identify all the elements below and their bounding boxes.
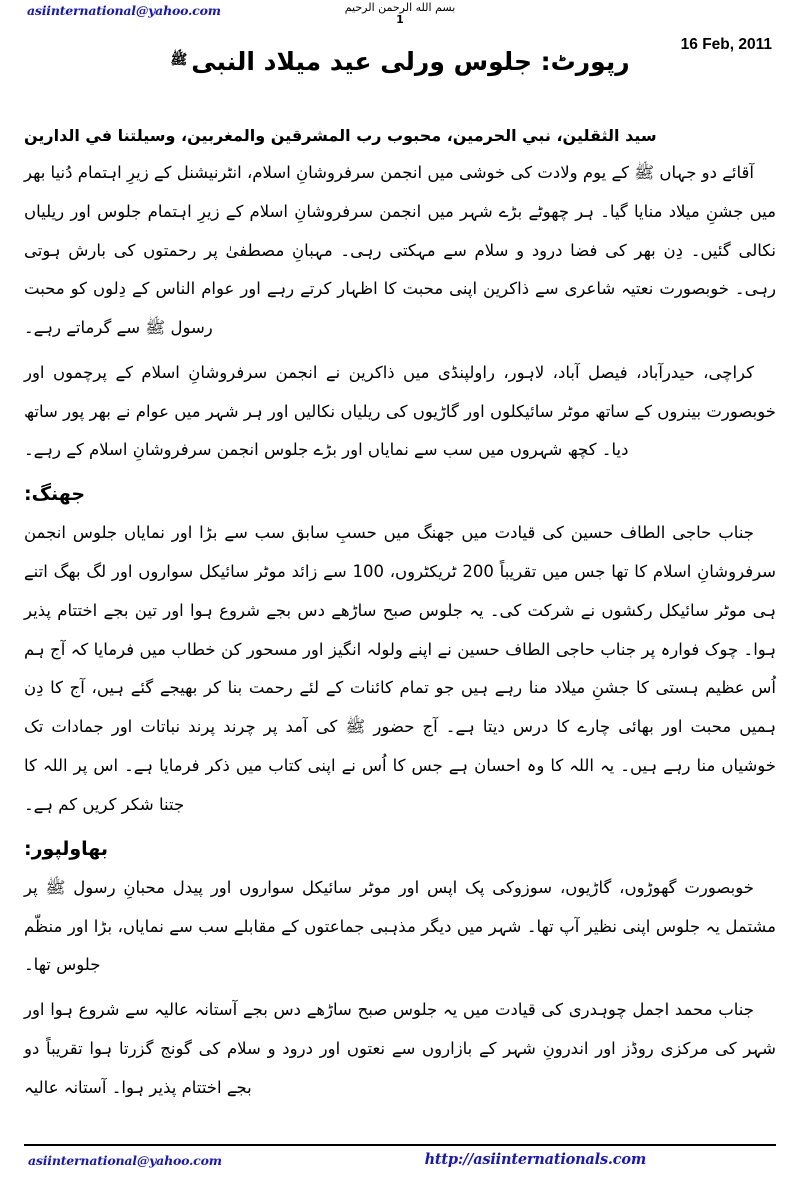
page-title <box>0 46 800 77</box>
page-header <box>0 0 800 112</box>
document-date: 16 Feb, 2011 <box>680 36 772 53</box>
cities-paragraph: کراچی، حیدرآباد، فیصل آباد، لاہور، راولپنڈی میں ذاکرین نے انجمن سرفروشانِ اسلام کے پرچموں اور خوبصورت بینروں کے ساتھ موٹر سائیکلوں اور گاڑیوں کی ریلیاں نکالیں اور ہر شہر میں عوام نے بھر پور ساتھ دیا۔ کچھ شہروں میں سب سے نمایاں اور بڑے جلوس انجمن سرفروشانِ اسلام کے رہے۔ <box>24 362 776 460</box>
arabic-invocation-paragraph: سيد الثقلين، نبي الحرمين، محبوب رب المشرقين والمغربين، وسيلتنا في الدارين <box>24 126 657 145</box>
jhang-paragraph: جناب حاجی الطاف حسین کی قیادت میں جھنگ میں حسبِ سابق سب سے بڑا اور نمایاں جلوس انجمن سرفروشانِ اسلام کا تھا جس میں تقریباً 200 ٹریکٹروں، 100 سے زائد موٹر سائیکل سواروں اور لگ بھگ اتنے ہی موٹر سائیکل رکشوں نے شرکت کی۔ یہ جلوس صبح ساڑھے دس بجے شروع ہوا اور تین بجے اختتام پذیر ہوا۔ چوک فوارہ پر جناب حاجی الطاف حسین نے اپنے ولولہ انگیز اور مسحور کن خطاب میں فرمایا کہ آج ہم اُس عظیم ہستی کا جشنِ میلاد منا رہے ہیں جو تمام کائنات کے لئے رحمت بنا کر بھیجے گئے ہیں، آج کا دِن ہمیں محبت اور بھائی چارے کا درس دیتا ہے۔ آج حضور ﷺ کی آمد پر چرند پرند نباتات اور جمادات تک خوشیاں منا رہے ہیں۔ یہ اللہ کا وہ احسان ہے جس کا اُس نے اپنی کتاب میں ذکر فرمایا ہے۔ اس پر اللہ کا جتنا شکر کریں کم ہے۔ <box>24 523 777 814</box>
intro-paragraph: آقائے دو جہاں ﷺ کے یوم ولادت کی خوشی میں انجمن سرفروشانِ اسلام، انٹرنیشنل کے زیرِ اہتمام دُنیا بھر میں جشنِ میلاد منایا گیا۔ ہر چھوٹے بڑے شہر میں انجمن سرفروشانِ اسلام کے زیرِ اہتمام جلوس اور ریلیاں نکالی گئیں۔ دِن بھر کی فضا درود و سلام سے مہکتی رہی۔ مہبانِ مصطفیٰ پر رحمتوں کی بارش ہوتی رہی۔ خوبصورت نعتیہ شاعری سے ذاکرین اپنی محبت کا اظہار کرتے رہے اور عوام الناس کے دِلوں کو محبت رسول ﷺ سے گرماتے رہے۔ <box>24 163 776 338</box>
section-heading-bahawalpur: بھاولپور: <box>24 837 108 860</box>
footer-website-link[interactable]: http://asiinternationals.com <box>424 1151 646 1168</box>
footer-email-link[interactable]: asiinternational@yahoo.com <box>28 1153 222 1168</box>
page-number: 1 <box>396 13 404 26</box>
page-footer <box>24 1144 776 1178</box>
bahawalpur-paragraph-2: جناب محمد اجمل چوہدری کی قیادت میں یہ جلوس صبح ساڑھے دس بجے آستانہ عالیہ سے شروع ہوا اور شہر کی مرکزی روڈز اور اندرونِ شہر کے بازاروں سے نعتوں اور درود و سلام کی گونج گزرتا ہوا تقریباً دو بجے اختتام پذیر ہوا۔ آستانہ عالیہ <box>24 1000 776 1097</box>
salawat-honorific-icon: ﷺ <box>170 52 188 68</box>
bahawalpur-paragraph-1: خوبصورت گھوڑوں، گاڑیوں، سوزوکی پک اپس اور موٹر سائیکل سواروں اور پیدل محبانِ رسول ﷺ پر مشتمل یہ جلوس اپنی نظیر آپ تھا۔ شہر میں دیگر مذہبی جماعتوں کے مقابلے سب سے نمایاں، بڑا اور منظّم جلوس تھا۔ <box>24 877 776 975</box>
section-heading-jhang: جھنگ: <box>24 483 86 506</box>
page-title-text: رپورٹ: جلوس ورلی عید میلاد النبی <box>191 47 630 76</box>
bismillah-text: بسم الله الرحمن الرحيم <box>344 1 456 14</box>
document-body <box>24 120 776 1138</box>
header-email: asiinternational@yahoo.com <box>27 3 221 18</box>
